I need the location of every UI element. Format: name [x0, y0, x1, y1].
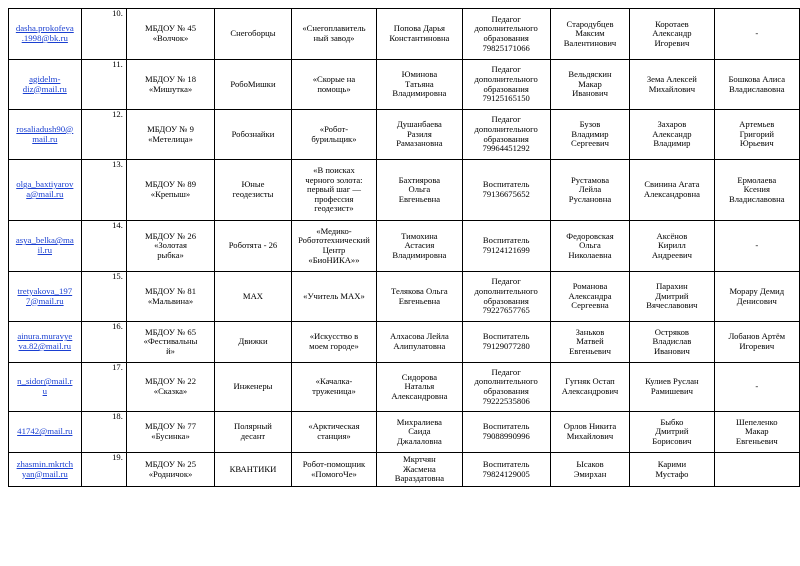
team-cell: Робознайки: [215, 110, 292, 160]
team-cell: Роботята - 26: [215, 221, 292, 272]
project-cell: «Качалка- труженица»: [291, 363, 376, 412]
participant-2-cell: Кулиев Руслан Рамишевич: [630, 363, 714, 412]
table-row: [9, 363, 800, 412]
leader-position-cell: Педагог дополнительного образования 79825171066: [462, 9, 550, 60]
participant-1-cell: Бузов Владимир Сергеевич: [550, 110, 629, 160]
email-cell[interactable]: agidelm- diz@mail.ru: [9, 60, 82, 110]
table-row: [9, 9, 800, 60]
participant-1-cell: Ысаков Эмирхан: [550, 453, 629, 487]
school-cell: МБДОУ № 65 «Фестивальны й»: [126, 322, 214, 363]
project-cell: «Учитель MAX»: [291, 272, 376, 322]
team-cell: Юные геодезисты: [215, 160, 292, 221]
project-cell: «Скорые на помощь»: [291, 60, 376, 110]
participant-2-cell: Карими Мустафо: [630, 453, 714, 487]
leader-position-cell: Педагог дополнительного образования 79964451292: [462, 110, 550, 160]
participant-3-cell: Шепеленко Макар Евгеньевич: [714, 412, 799, 453]
email-cell[interactable]: rosaliadush90@ mail.ru: [9, 110, 82, 160]
row-number-cell: 19.: [81, 453, 126, 487]
participant-1-cell: Стародубцев Максим Валентинович: [550, 9, 629, 60]
row-number-cell: 18.: [81, 412, 126, 453]
row-number-cell: 15.: [81, 272, 126, 322]
team-cell: Полярный десант: [215, 412, 292, 453]
team-cell: Снегоборцы: [215, 9, 292, 60]
project-cell: «Искусство в моем городе»: [291, 322, 376, 363]
participant-1-cell: Вельдяскин Макар Иванович: [550, 60, 629, 110]
participant-2-cell: Зема Алексей Михайлович: [630, 60, 714, 110]
participant-3-cell: Бошкова Алиса Владиславовна: [714, 60, 799, 110]
table-row: [9, 110, 800, 160]
school-cell: МБДОУ № 77 «Бусинка»: [126, 412, 214, 453]
participant-3-cell: Лобанов Артём Игоревич: [714, 322, 799, 363]
leader-position-cell: Воспитатель 79824129005: [462, 453, 550, 487]
teams-table: [8, 8, 800, 487]
row-number-cell: 14.: [81, 221, 126, 272]
leader-cell: Попова Дарья Константиновна: [377, 9, 462, 60]
leader-position-cell: Педагог дополнительного образования 79222535806: [462, 363, 550, 412]
row-number-cell: 13.: [81, 160, 126, 221]
project-cell: «Робот- бурильщик»: [291, 110, 376, 160]
email-cell[interactable]: ainura.muravye va.82@mail.ru: [9, 322, 82, 363]
email-cell[interactable]: olga_baxtiyarov a@mail.ru: [9, 160, 82, 221]
participant-2-cell: Свинина Агата Александровна: [630, 160, 714, 221]
school-cell: МБДОУ № 89 «Крепыш»: [126, 160, 214, 221]
table-row: [9, 160, 800, 221]
row-number-cell: 17.: [81, 363, 126, 412]
leader-position-cell: Педагог дополнительного образования 79227657765: [462, 272, 550, 322]
team-cell: Инженеры: [215, 363, 292, 412]
row-number-cell: 12.: [81, 110, 126, 160]
table-row: [9, 322, 800, 363]
participant-3-cell: [714, 453, 799, 487]
registration-sheet: [8, 8, 800, 487]
leader-position-cell: Воспитатель 79088990996: [462, 412, 550, 453]
row-number-cell: 10.: [81, 9, 126, 60]
email-cell[interactable]: asya_belka@ma il.ru: [9, 221, 82, 272]
table-row: [9, 412, 800, 453]
project-cell: «Медико- Робототехнический Центр «БиоНИКА»»: [291, 221, 376, 272]
participant-2-cell: Парахин Дмитрий Вячеславович: [630, 272, 714, 322]
leader-cell: Душанбаева Разиля Рамазановна: [377, 110, 462, 160]
school-cell: МБДОУ № 22 «Сказка»: [126, 363, 214, 412]
table-row: [9, 272, 800, 322]
school-cell: МБДОУ № 18 «Мишутка»: [126, 60, 214, 110]
participant-2-cell: Быбко Дмитрий Борисович: [630, 412, 714, 453]
participant-1-cell: Заньков Матвей Евгеньевич: [550, 322, 629, 363]
participant-1-cell: Рустамова Лейла Руслановна: [550, 160, 629, 221]
project-cell: Робот-помощник «ПомогоЧе»: [291, 453, 376, 487]
email-cell[interactable]: n_sidor@mail.r u: [9, 363, 82, 412]
leader-cell: Тимохина Астасия Владимировна: [377, 221, 462, 272]
email-cell[interactable]: dasha.prokofeva .1998@bk.ru: [9, 9, 82, 60]
table-row: [9, 221, 800, 272]
team-cell: КВАНТИКИ: [215, 453, 292, 487]
email-cell[interactable]: tretyakova_197 7@mail.ru: [9, 272, 82, 322]
participant-2-cell: Аксёнов Кирилл Андреевич: [630, 221, 714, 272]
leader-position-cell: Педагог дополнительного образования 79125165150: [462, 60, 550, 110]
leader-cell: Мкртчян Жасмена Вараздатовна: [377, 453, 462, 487]
row-number-cell: 11.: [81, 60, 126, 110]
leader-cell: Телякова Ольга Евгеньевна: [377, 272, 462, 322]
team-cell: MAX: [215, 272, 292, 322]
leader-cell: Михралиева Саида Джалаловна: [377, 412, 462, 453]
participant-3-cell: Ермолаева Ксения Владиславовна: [714, 160, 799, 221]
participant-1-cell: Орлов Никита Михайлович: [550, 412, 629, 453]
school-cell: МБДОУ № 9 «Метелица»: [126, 110, 214, 160]
email-cell[interactable]: zhasmin.mkrtch yan@mail.ru: [9, 453, 82, 487]
email-cell[interactable]: 41742@mail.ru: [9, 412, 82, 453]
table-row: [9, 453, 800, 487]
leader-cell: Сидорова Наталья Александровна: [377, 363, 462, 412]
project-cell: «Снегоплавитель ный завод»: [291, 9, 376, 60]
school-cell: МБДОУ № 45 «Волчок»: [126, 9, 214, 60]
team-cell: РобоМишки: [215, 60, 292, 110]
table-row: [9, 60, 800, 110]
participant-2-cell: Остряков Владислав Иванович: [630, 322, 714, 363]
row-number-cell: 16.: [81, 322, 126, 363]
participant-3-cell: -: [714, 221, 799, 272]
participant-3-cell: Морару Демид Денисович: [714, 272, 799, 322]
leader-position-cell: Воспитатель 79129077280: [462, 322, 550, 363]
participant-3-cell: -: [714, 363, 799, 412]
project-cell: «Арктическая станция»: [291, 412, 376, 453]
participant-1-cell: Гугняк Остап Александрович: [550, 363, 629, 412]
project-cell: «В поисках черного золота: первый шаг — профессия геодезист»: [291, 160, 376, 221]
participant-2-cell: Захаров Александр Владимир: [630, 110, 714, 160]
leader-position-cell: Воспитатель 79136675652: [462, 160, 550, 221]
team-cell: Движки: [215, 322, 292, 363]
leader-cell: Юминова Татьяна Владимировна: [377, 60, 462, 110]
leader-cell: Алхасова Лейла Алипулатовна: [377, 322, 462, 363]
participant-3-cell: Артемьев Григорий Юрьевич: [714, 110, 799, 160]
participant-2-cell: Коротаев Александр Игоревич: [630, 9, 714, 60]
participant-1-cell: Федоровская Ольга Николаевна: [550, 221, 629, 272]
school-cell: МБДОУ № 26 «Золотая рыбка»: [126, 221, 214, 272]
school-cell: МБДОУ № 25 «Родничок»: [126, 453, 214, 487]
leader-cell: Бахтиярова Ольга Евгеньевна: [377, 160, 462, 221]
participant-3-cell: -: [714, 9, 799, 60]
leader-position-cell: Воспитатель 79124121699: [462, 221, 550, 272]
school-cell: МБДОУ № 81 «Мальвина»: [126, 272, 214, 322]
participant-1-cell: Романова Александра Сергеевна: [550, 272, 629, 322]
